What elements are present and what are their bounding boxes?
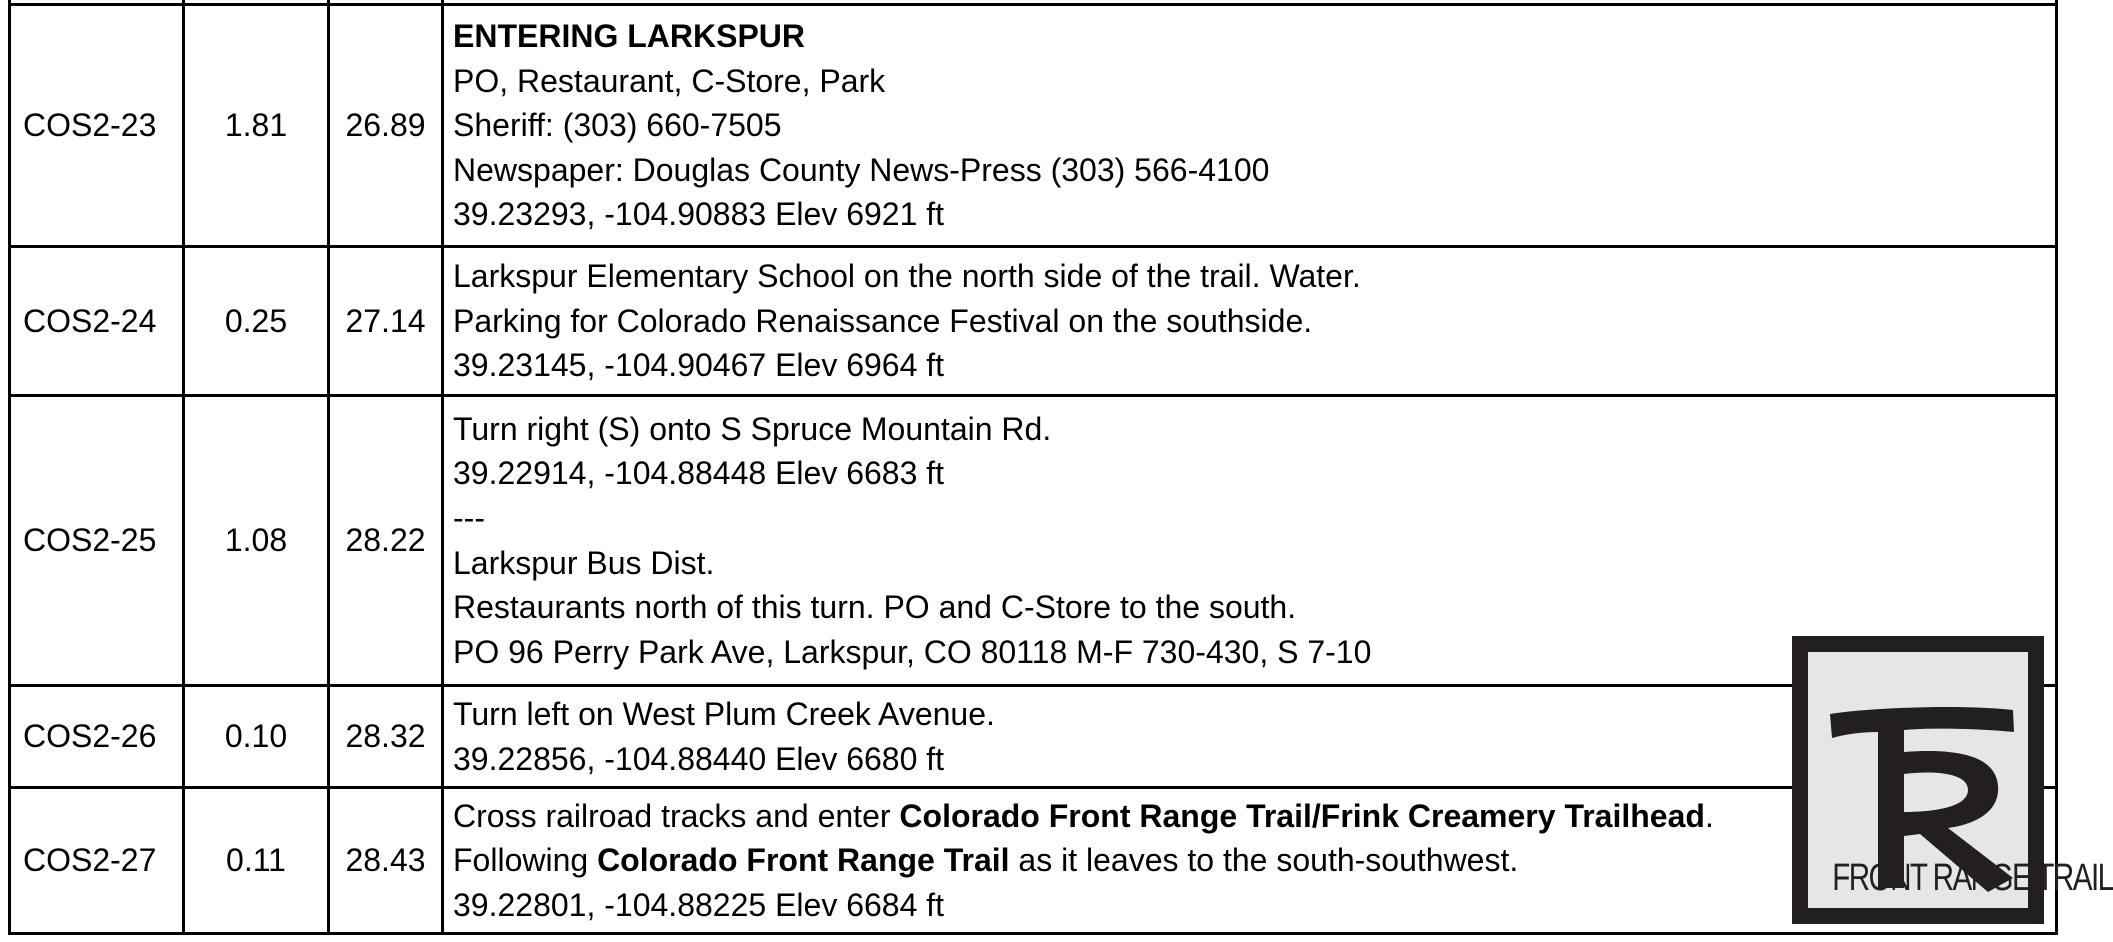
separator-line: --- <box>453 499 485 536</box>
description-line: Parking for Colorado Renaissance Festival on the southside. <box>453 302 1313 339</box>
section-heading: ENTERING LARKSPUR <box>453 18 806 55</box>
waypoint-id: COS2-23 <box>10 5 184 247</box>
description-line: PO, Restaurant, C-Store, Park <box>453 62 886 99</box>
description-line: Larkspur Bus Dist. <box>453 544 715 581</box>
logo-field <box>1808 652 2113 908</box>
table-row <box>10 686 2057 788</box>
cumulative-distance: 26.89 <box>329 5 443 247</box>
waypoint-description <box>443 5 2057 247</box>
waypoint-id: COS2-25 <box>10 396 184 686</box>
segment-distance: 0.11 <box>184 788 329 934</box>
cumulative-distance: 28.43 <box>329 788 443 934</box>
waypoint-description <box>443 247 2057 396</box>
description-line: Cross railroad tracks and enter Colorado Front Range Trail/Frink Creamery Trailhead. <box>453 797 1714 834</box>
coordinates-line: 39.22914, -104.88448 Elev 6683 ft <box>453 455 945 492</box>
segment-distance: 0.10 <box>184 686 329 788</box>
segment-distance: 1.08 <box>184 396 329 686</box>
description-line: PO 96 Perry Park Ave, Larkspur, CO 80118 M-F 730-430, S 7-10 <box>453 633 1372 670</box>
description-line: Restaurants north of this turn. PO and C-Store to the south. <box>453 589 1297 626</box>
description-line: Following Colorado Front Range Trail as it leaves to the south-southwest. <box>453 842 1519 879</box>
route-table <box>8 0 2113 935</box>
coordinates-line: 39.23145, -104.90467 Elev 6964 ft <box>453 347 945 384</box>
waypoint-id: COS2-26 <box>10 686 184 788</box>
description-line: Sheriff: (303) 660-7505 <box>453 107 782 144</box>
description-line: Larkspur Elementary School on the north side of the trail. Water. <box>453 258 1361 295</box>
table-row <box>10 247 2057 396</box>
segment-distance: 0.25 <box>184 247 329 396</box>
cumulative-distance: 28.32 <box>329 686 443 788</box>
cumulative-distance: 27.14 <box>329 247 443 396</box>
table-row <box>10 788 2057 934</box>
segment-distance: 1.81 <box>184 5 329 247</box>
logo-wordmark: FRONT RANGE TRAIL <box>1832 857 2113 899</box>
description-line: Turn left on West Plum Creek Avenue. <box>453 695 995 732</box>
coordinates-line: 39.22856, -104.88440 Elev 6680 ft <box>453 740 945 777</box>
description-line: Newspaper: Douglas County News-Press (303) 566-4100 <box>453 151 1270 188</box>
waypoint-id: COS2-24 <box>10 247 184 396</box>
table-row <box>10 396 2057 686</box>
waypoint-id: COS2-27 <box>10 788 184 934</box>
description-line: Turn right (S) onto S Spruce Mountain Rd. <box>453 410 1052 447</box>
coordinates-line: 39.23293, -104.90883 Elev 6921 ft <box>453 196 945 233</box>
table-row <box>10 5 2057 247</box>
cumulative-distance: 28.22 <box>329 396 443 686</box>
coordinates-line: 39.22801, -104.88225 Elev 6684 ft <box>453 886 945 923</box>
front-range-trail-logo <box>1792 636 2113 924</box>
